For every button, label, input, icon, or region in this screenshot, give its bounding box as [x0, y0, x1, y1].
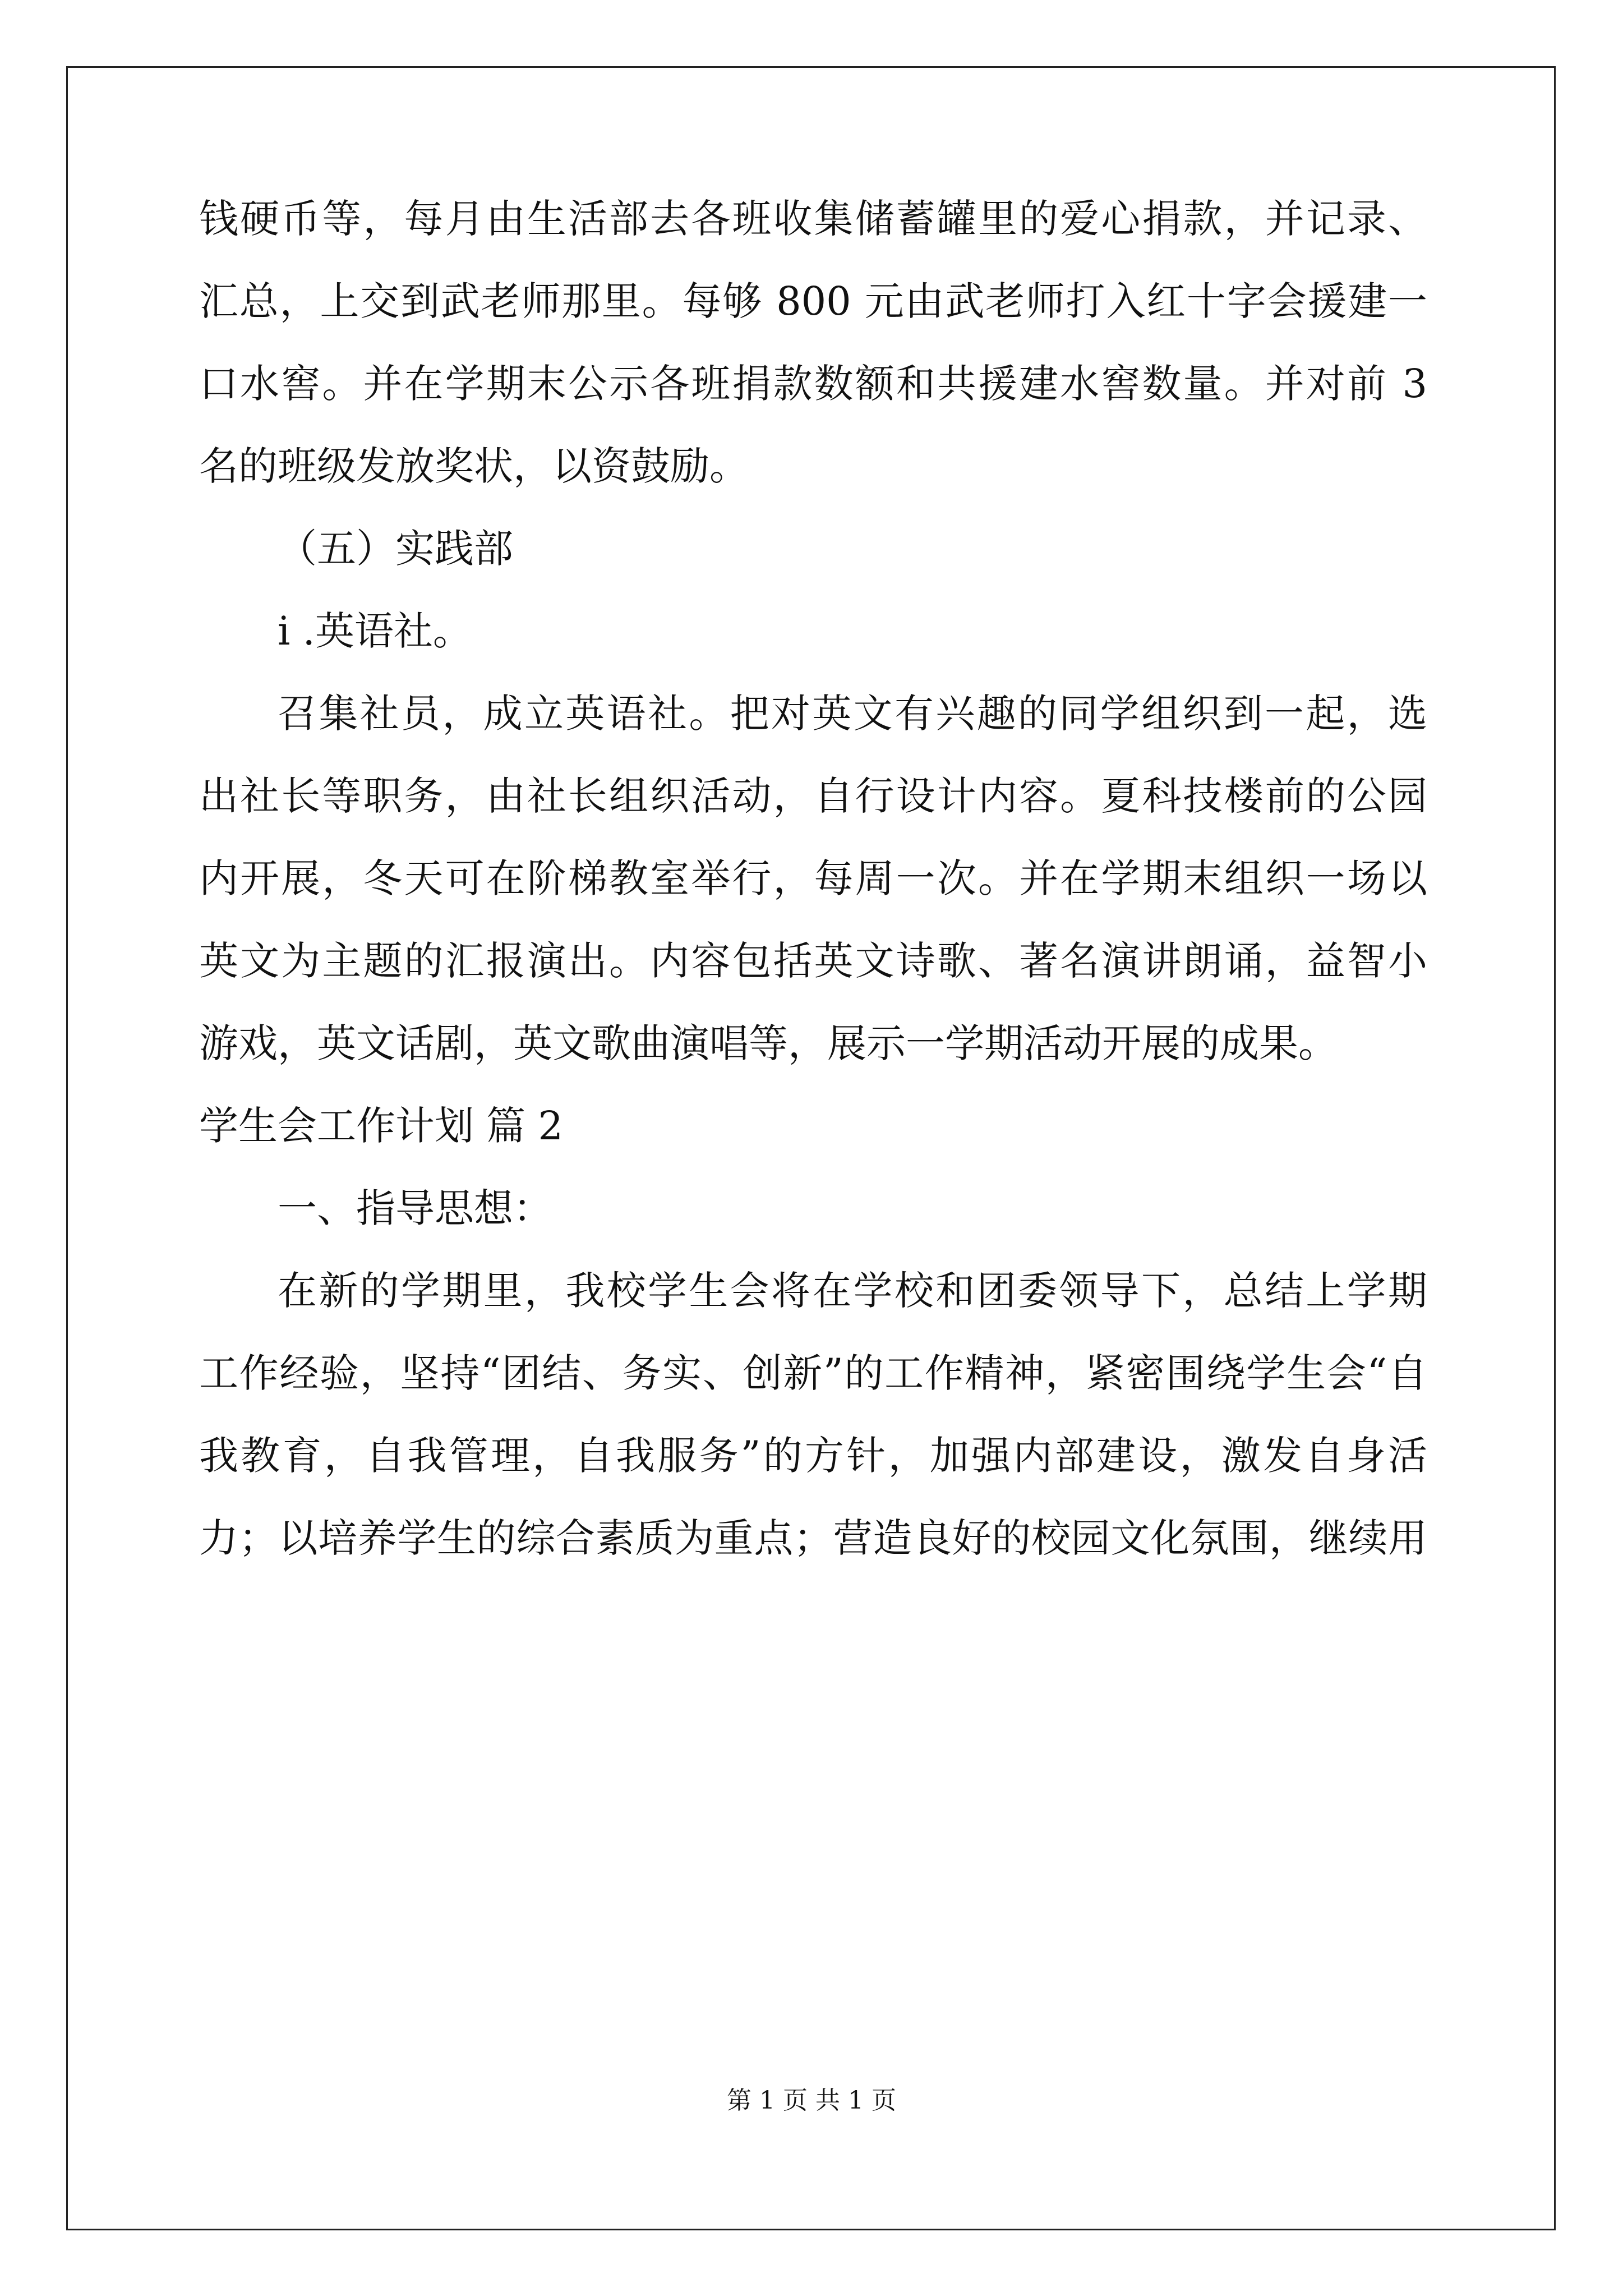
text-line-16: 我教育，自我管理，自我服务”的方针，加强内部建设，激发自身活	[199, 1433, 1427, 1479]
text-line-10: 英文为主题的汇报演出。内容包括英文诗歌、著名演讲朗诵，益智小	[199, 938, 1427, 984]
text-line-11: 游戏，英文话剧，英文歌曲演唱等，展示一学期活动开展的成果。	[199, 1020, 1338, 1066]
text-line-1: 钱硬币等，每月由生活部去各班收集储蓄罐里的爱心捐款，并记录、	[199, 196, 1427, 242]
text-line-2: 汇总，上交到武老师那里。每够 800 元由武老师打入红十字会援建一	[199, 278, 1427, 324]
heading-guiding-ideology: 一、指导思想：	[278, 1185, 552, 1231]
text-line-15: 工作经验，坚持“团结、务实、创新”的工作精神，紧密围绕学生会“自	[199, 1350, 1427, 1396]
text-line-9: 内开展，冬天可在阶梯教室举行，每周一次。并在学期末组织一场以	[199, 855, 1427, 901]
text-line-4: 名的班级发放奖状，以资鼓励。	[199, 443, 749, 489]
text-line-3: 口水窖。并在学期末公示各班捐款数额和共援建水窖数量。并对前 3	[199, 361, 1427, 407]
page-number-footer: 第 1 页 共 1 页	[727, 2086, 896, 2115]
text-line-14: 在新的学期里，我校学生会将在学校和团委领导下，总结上学期	[278, 1268, 1427, 1314]
subheading-english-club: i .英语社。	[278, 608, 472, 654]
text-line-7: 召集社员，成立英语社。把对英文有兴趣的同学组织到一起，选	[278, 691, 1427, 737]
text-line-17: 力；以培养学生的综合素质为重点；营造良好的校园文化氛围，继续用	[199, 1515, 1427, 1561]
text-line-8: 出社长等职务，由社长组织活动，自行设计内容。夏科技楼前的公园	[199, 773, 1427, 819]
section-title-plan-2: 学生会工作计划 篇 2	[199, 1103, 564, 1149]
section-heading-practice-dept: （五）实践部	[278, 526, 513, 572]
